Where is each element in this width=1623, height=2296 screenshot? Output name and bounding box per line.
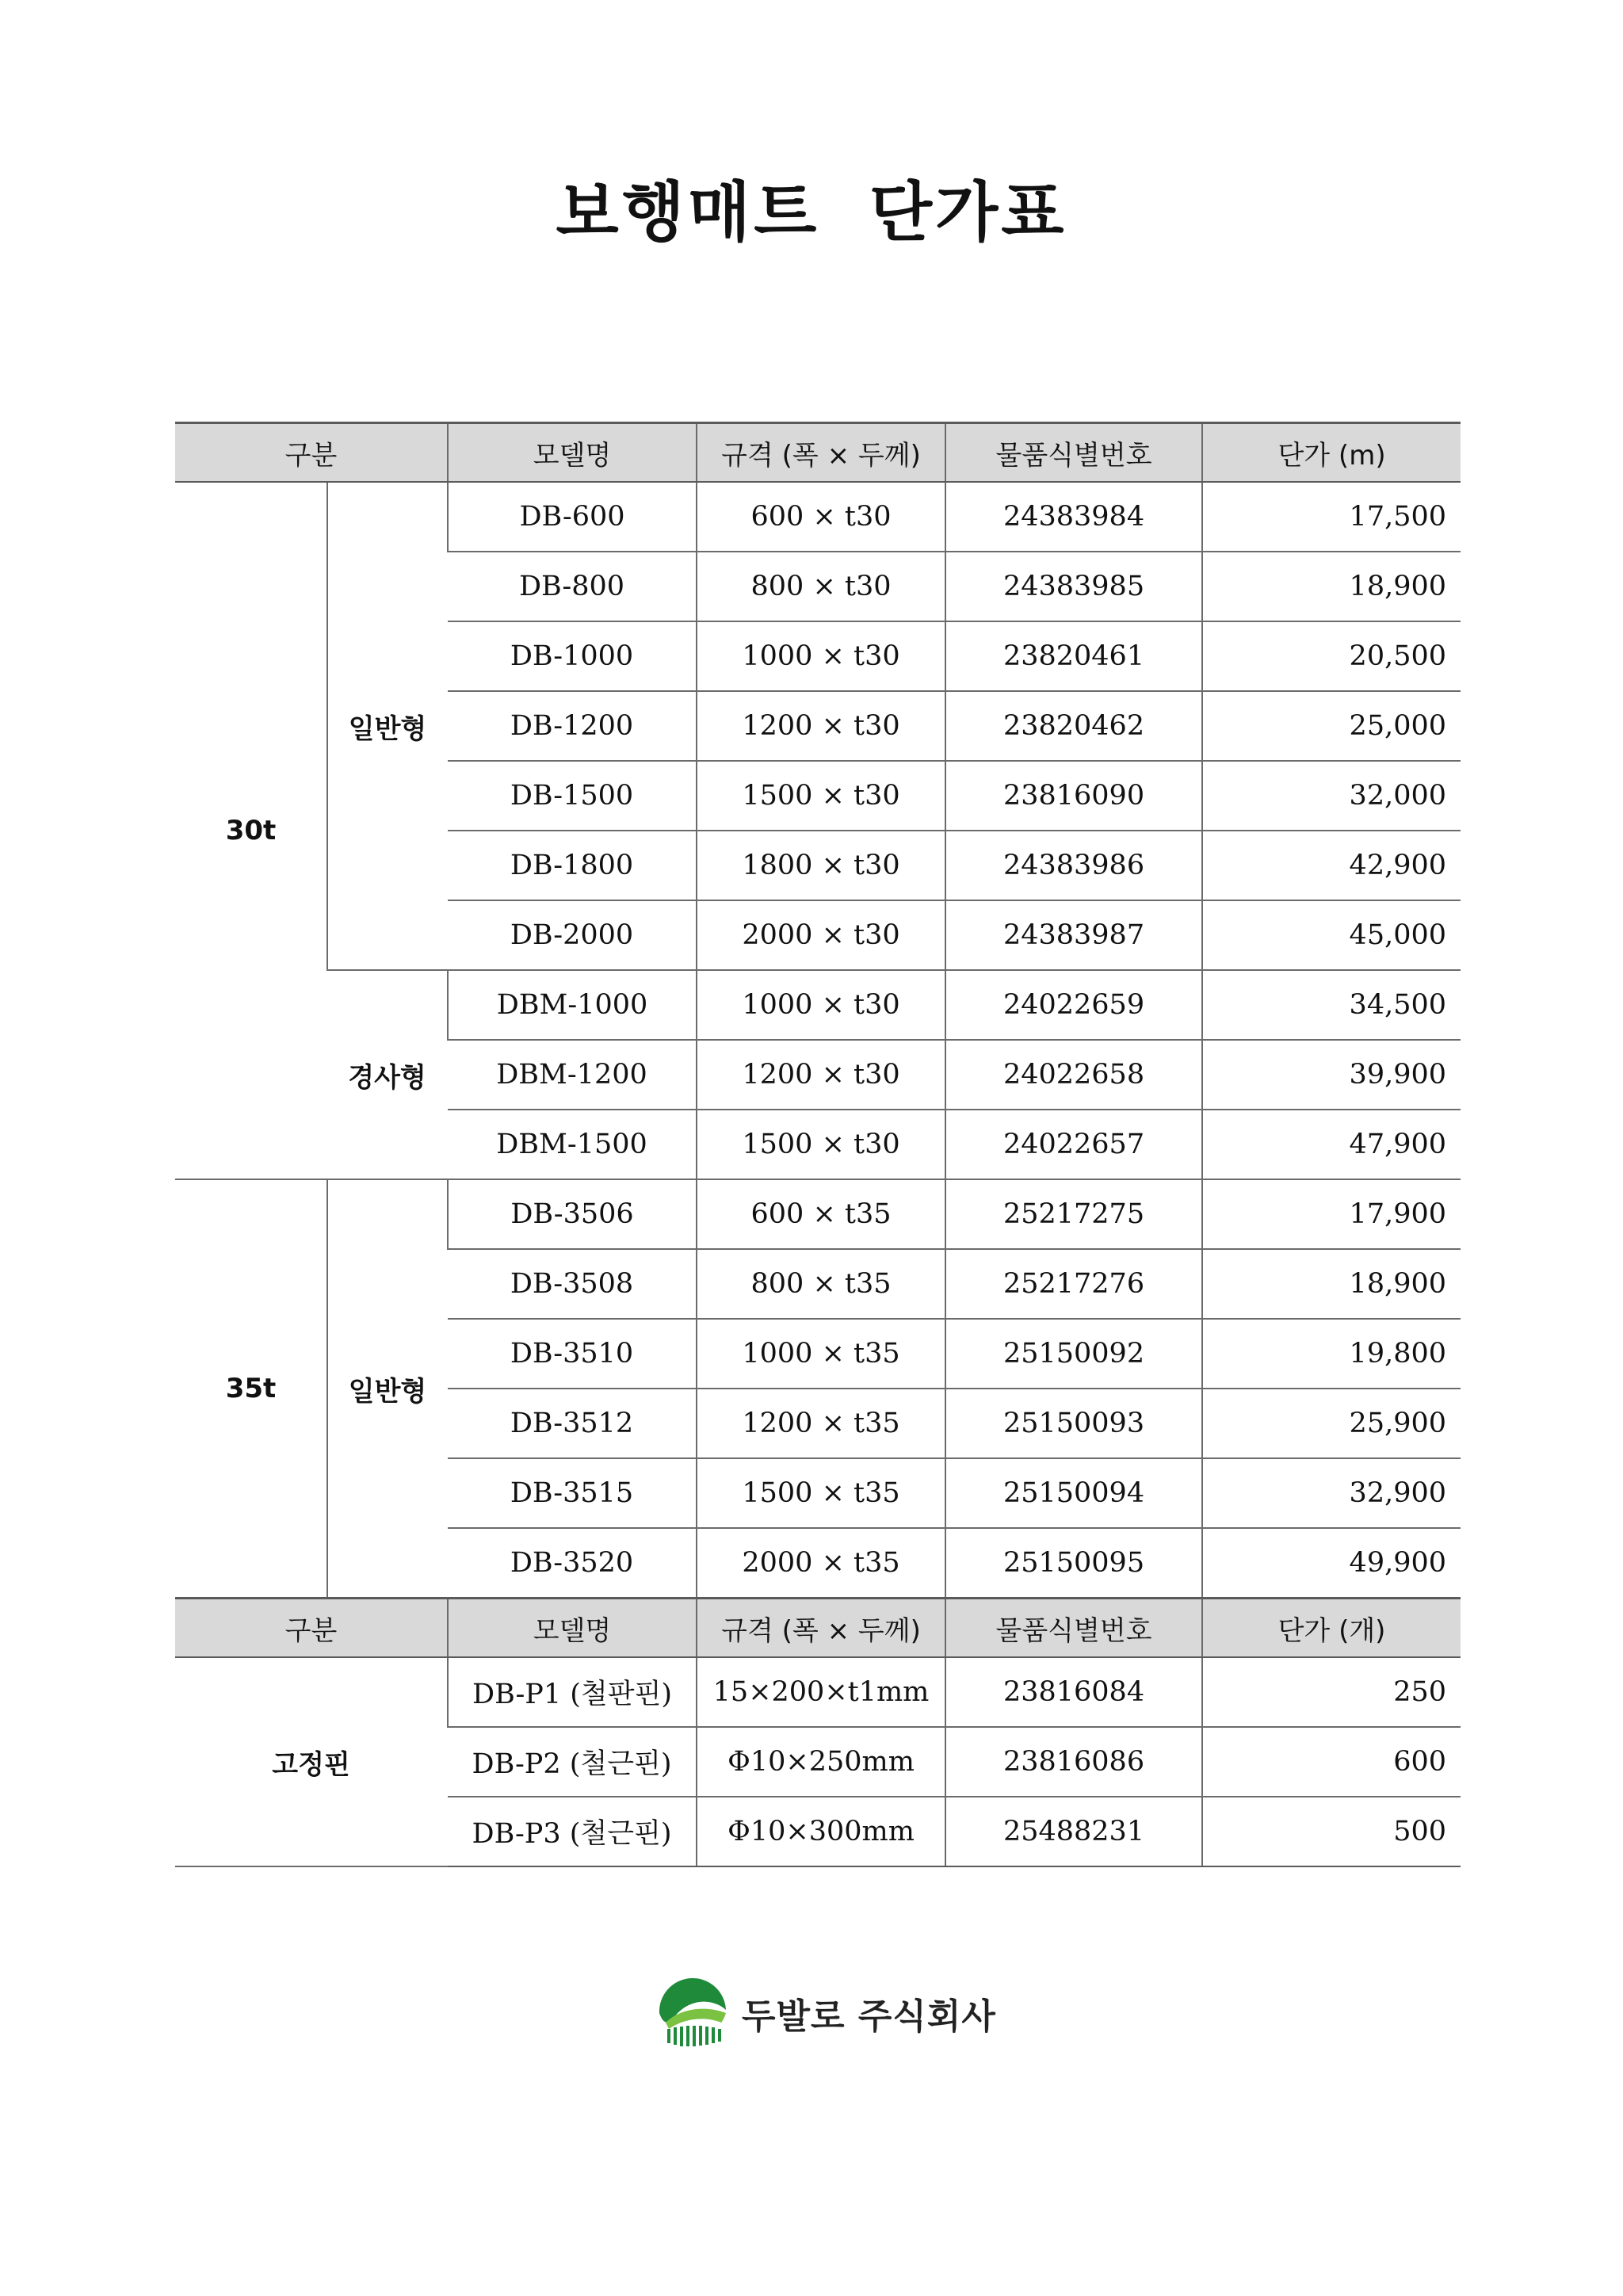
- cell-spec: 1200 × t35: [697, 1389, 945, 1458]
- cell-spec: 1500 × t30: [697, 761, 945, 831]
- table-row: [175, 1657, 1461, 1727]
- page-title: 보행매트 단가표: [556, 175, 1067, 250]
- cell-spec: 600 × t35: [697, 1179, 945, 1249]
- cell-spec: Φ10×250mm: [697, 1727, 945, 1797]
- cell-model: DB-3515: [448, 1458, 697, 1528]
- price-table: [175, 422, 1461, 1867]
- cell-price: 18,900: [1202, 552, 1461, 621]
- cell-price: 45,000: [1202, 900, 1461, 970]
- cell-item-id: 24383987: [945, 900, 1202, 970]
- cell-model: DB-P3 (철근핀): [448, 1797, 697, 1866]
- cell-item-id: 24383986: [945, 831, 1202, 900]
- cell-item-id: 24022657: [945, 1110, 1202, 1179]
- subgroup-35t-general: 일반형: [327, 1179, 448, 1599]
- cell-spec: 2000 × t30: [697, 900, 945, 970]
- cell-item-id: 25150093: [945, 1389, 1202, 1458]
- cell-spec: 1800 × t30: [697, 831, 945, 900]
- company-name: 두발로 주식회사: [742, 1996, 996, 2037]
- cell-model: DB-1800: [448, 831, 697, 900]
- cell-price: 32,900: [1202, 1458, 1461, 1528]
- cell-item-id: 25150095: [945, 1528, 1202, 1599]
- table-row: [175, 1179, 1461, 1249]
- cell-price: 32,000: [1202, 761, 1461, 831]
- cell-item-id: 24383984: [945, 482, 1202, 552]
- cell-model: DBM-1500: [448, 1110, 697, 1179]
- cell-spec: 2000 × t35: [697, 1528, 945, 1599]
- cell-model: DB-1500: [448, 761, 697, 831]
- cell-model: DB-600: [448, 482, 697, 552]
- cell-price: 20,500: [1202, 621, 1461, 691]
- cell-model: DB-3506: [448, 1179, 697, 1249]
- cell-price: 600: [1202, 1727, 1461, 1797]
- header-price: 단가 (m): [1202, 423, 1461, 483]
- header-item-id: 물품식별번호: [945, 1599, 1202, 1658]
- cell-model: DB-3512: [448, 1389, 697, 1458]
- company-footer: [656, 1973, 996, 2053]
- cell-item-id: 25217276: [945, 1249, 1202, 1319]
- cell-item-id: 23816086: [945, 1727, 1202, 1797]
- duballo-logo-icon: [656, 1977, 729, 2050]
- cell-item-id: 25217275: [945, 1179, 1202, 1249]
- cell-spec: 800 × t35: [697, 1249, 945, 1319]
- cell-spec: Φ10×300mm: [697, 1797, 945, 1866]
- cell-item-id: 23816084: [945, 1657, 1202, 1727]
- header-model: 모델명: [448, 423, 697, 483]
- group-35t: 35t: [175, 1179, 327, 1599]
- cell-price: 34,500: [1202, 970, 1461, 1040]
- group-30t: 30t: [175, 482, 327, 1179]
- table-row: [175, 482, 1461, 552]
- cell-item-id: 24383985: [945, 552, 1202, 621]
- cell-spec: 1000 × t35: [697, 1319, 945, 1389]
- cell-item-id: 24022659: [945, 970, 1202, 1040]
- header-item-id: 물품식별번호: [945, 423, 1202, 483]
- cell-item-id: 25488231: [945, 1797, 1202, 1866]
- subgroup-30t-general: 일반형: [327, 482, 448, 970]
- subgroup-30t-slope: 경사형: [327, 970, 448, 1179]
- cell-price: 25,900: [1202, 1389, 1461, 1458]
- cell-model: DB-2000: [448, 900, 697, 970]
- cell-price: 42,900: [1202, 831, 1461, 900]
- cell-model: DBM-1000: [448, 970, 697, 1040]
- cell-item-id: 25150094: [945, 1458, 1202, 1528]
- cell-spec: 1200 × t30: [697, 691, 945, 761]
- table-header-row-pins: [175, 1599, 1461, 1658]
- cell-price: 47,900: [1202, 1110, 1461, 1179]
- cell-price: 19,800: [1202, 1319, 1461, 1389]
- cell-price: 500: [1202, 1797, 1461, 1866]
- cell-model: DBM-1200: [448, 1040, 697, 1110]
- cell-price: 250: [1202, 1657, 1461, 1727]
- cell-price: 17,900: [1202, 1179, 1461, 1249]
- cell-item-id: 24022658: [945, 1040, 1202, 1110]
- cell-model: DB-1200: [448, 691, 697, 761]
- table-row: [175, 970, 1461, 1040]
- cell-item-id: 23816090: [945, 761, 1202, 831]
- cell-model: DB-3520: [448, 1528, 697, 1599]
- cell-model: DB-3508: [448, 1249, 697, 1319]
- cell-spec: 600 × t30: [697, 482, 945, 552]
- cell-item-id: 25150092: [945, 1319, 1202, 1389]
- group-pins: 고정핀: [175, 1657, 448, 1866]
- header-division: 구분: [175, 1599, 448, 1658]
- header-spec: 규격 (폭 × 두께): [697, 423, 945, 483]
- cell-price: 49,900: [1202, 1528, 1461, 1599]
- header-spec: 규격 (폭 × 두께): [697, 1599, 945, 1658]
- cell-model: DB-3510: [448, 1319, 697, 1389]
- cell-price: 18,900: [1202, 1249, 1461, 1319]
- header-price: 단가 (개): [1202, 1599, 1461, 1658]
- cell-spec: 800 × t30: [697, 552, 945, 621]
- cell-price: 25,000: [1202, 691, 1461, 761]
- cell-spec: 1500 × t35: [697, 1458, 945, 1528]
- cell-item-id: 23820462: [945, 691, 1202, 761]
- cell-item-id: 23820461: [945, 621, 1202, 691]
- cell-spec: 1500 × t30: [697, 1110, 945, 1179]
- header-model: 모델명: [448, 1599, 697, 1658]
- cell-model: DB-P2 (철근핀): [448, 1727, 697, 1797]
- cell-model: DB-1000: [448, 621, 697, 691]
- cell-spec: 15×200×t1mm: [697, 1657, 945, 1727]
- cell-model: DB-800: [448, 552, 697, 621]
- cell-spec: 1000 × t30: [697, 970, 945, 1040]
- table-header-row: [175, 423, 1461, 483]
- cell-spec: 1200 × t30: [697, 1040, 945, 1110]
- cell-spec: 1000 × t30: [697, 621, 945, 691]
- cell-price: 17,500: [1202, 482, 1461, 552]
- header-division: 구분: [175, 423, 448, 483]
- cell-model: DB-P1 (철판핀): [448, 1657, 697, 1727]
- cell-price: 39,900: [1202, 1040, 1461, 1110]
